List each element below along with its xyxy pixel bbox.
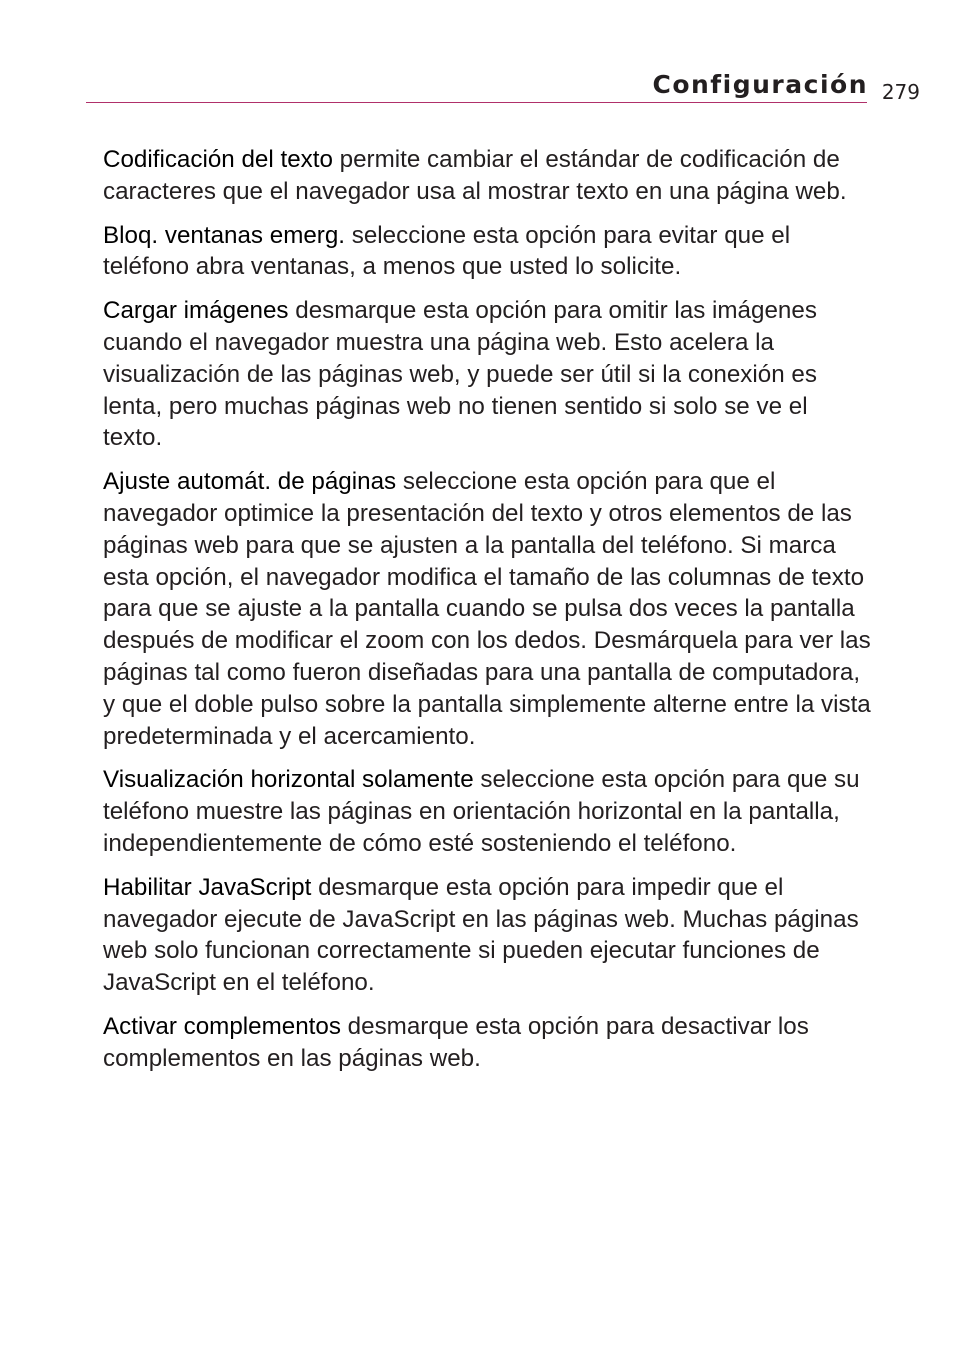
entry-ajuste-automat-de-paginas [103,466,873,752]
entry-codificacion-del-texto [103,144,873,208]
entry-term: Habilitar JavaScript [103,873,312,901]
entry-description: seleccione esta opción para evitar que el teléfono abra ventanas, a menos que usted lo solicite. [103,221,791,281]
page-header [86,62,926,112]
entry-term: Bloq. ventanas emerg. [103,221,346,249]
entry-description: permite cambiar el estándar de codificación de caracteres que el navegador usa al mostrar texto en una página web. [103,146,847,205]
entry-habilitar-javascript [103,872,873,999]
entry-bloq-ventanas-emerg [103,220,873,284]
entry-activar-complementos [103,1011,873,1075]
settings-description-list [103,144,873,1087]
entry-visualizacion-horizontal-solamente [103,764,873,859]
entry-description: seleccione esta opción para que su teléfono muestre las páginas en orientación horizontal en la pantalla, independientemente de cómo esté sosteniendo el teléfono. [103,766,860,857]
entry-description: desmarque esta opción para desactivar los complementos en las páginas web. [103,1012,809,1072]
entry-cargar-imagenes [103,295,873,454]
entry-term: Ajuste automát. de páginas [103,468,397,496]
entry-description: desmarque esta opción para omitir las imágenes cuando el navegador muestra una página web. Esto acelera la visualización de las páginas web, y puede ser útil si la conexión es lenta, pero muchas páginas web no tienen sentido si solo se ve el texto. [103,297,817,452]
entry-term: Visualización horizontal solamente [103,766,474,794]
entry-description: desmarque esta opción para impedir que el navegador ejecute de JavaScript en las páginas web. Muchas páginas web solo funcionan correctamente si pueden ejecutar funciones de JavaScript en el teléfono. [103,873,859,997]
entry-term: Cargar imágenes [103,297,289,325]
entry-description: seleccione esta opción para que el navegador optimice la presentación del texto y otros elementos de las páginas web para que se ajusten a la pantalla del teléfono. Si marca esta opción, el navegador modifica el tamaño de las columnas de texto para que se ajuste a la pantalla cuando se pulsa dos veces la pantalla después de modificar el zoom con los dedos. Desmárquela para ver las páginas tal como fueron diseñadas para una pantalla de computadora, y que el doble pulso sobre la pantalla simplemente alterne entre la vista predeterminada y el acercamiento. [103,468,871,750]
entry-term: Codificación del texto [103,146,333,173]
page-number: 279 [881,80,920,104]
entry-term: Activar complementos [103,1012,341,1040]
header-divider [86,102,867,103]
section-title: Configuración [652,70,868,99]
